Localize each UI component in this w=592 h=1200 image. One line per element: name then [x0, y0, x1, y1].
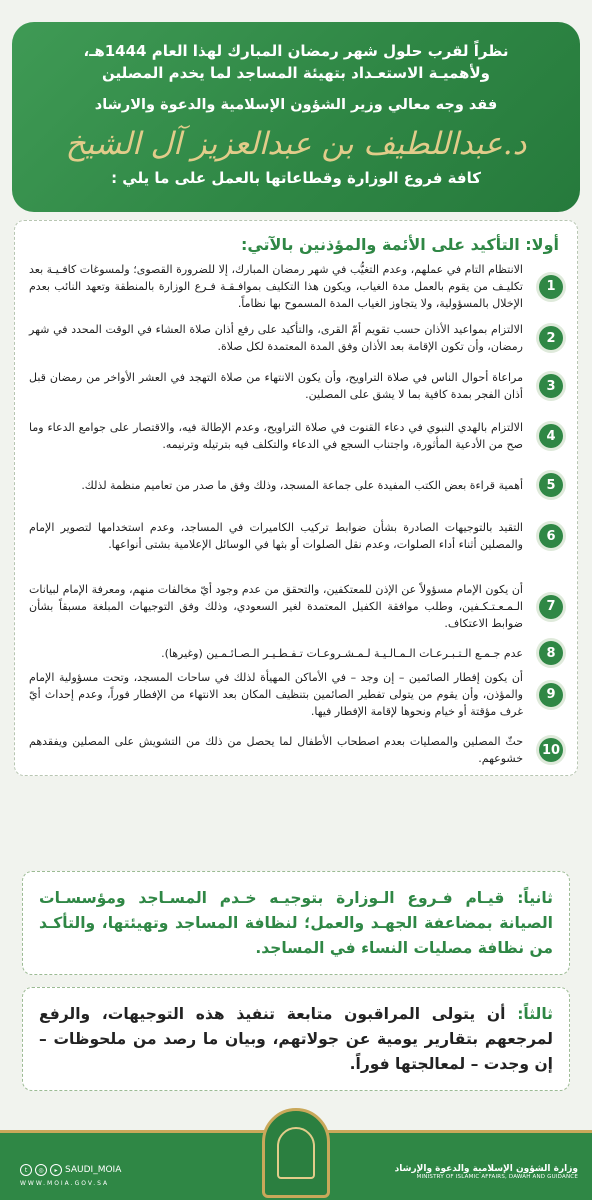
item-number-badge: 5 — [539, 473, 563, 497]
section-3-card — [22, 987, 570, 1091]
item-text: الانتظام التام في عملهم، وعدم التغيُّب في شهر رمضان المبارك، إلا للضرورة القصوى؛ ولمسوغات كافـيـة بعد تكليـف من يقوم بالعمل مدة الغياب، ويكون هذا التكليف بموافـقـة فـرع الوزارة بالمنطقة وتعهد النائب بعدم الإخلال بالمسؤولية، ولا يتجاوز الغياب المدة المسموح بها نظاماً. — [29, 263, 523, 310]
item-text: الالتزام بالهدي النبوي في دعاء القنوت في صلاة التراويح، وعدم الإطالة فيه، والاقتصار على جوامع الدعاء وما صح من الأدعية المأثورة، واجتناب السجع في الدعاء والتكلف فيه بترتيله وترنيمه. — [29, 421, 523, 451]
footer-ministry-name — [395, 1164, 578, 1180]
item-text: أن يكون الإمام مسؤولاً عن الإذن للمعتكفين، والتحقق من عدم وجود أيّ مخالفات منهم، ومعرفة الإمام لبيانات الـمـعـتـكـفين، وطلب موافقة الكفيل المعتمدة لغير السعودي، وذلك وفق التوجيهات المبلغة مسبقاً بشأن ضوابط الاعتكاف. — [29, 583, 523, 630]
item-number-badge: 10 — [539, 738, 563, 762]
header-line-2: ولأهميـة الاستعـداد بتهيئة المساجد لما يخدم المصلين — [102, 64, 490, 82]
item-text: حثّ المصلين والمصليات بعدم اصطحاب الأطفال لما يحصل من ذلك من التشويش على المصلين ويفقدهم خشوعهم. — [29, 735, 523, 765]
item-text: الالتزام بمواعيد الأذان حسب تقويم أمّ القرى، والتأكيد على رفع أذان صلاة العشاء في الوقت المحدد في شهر رمضان، وأن تكون الإقامة بعد الأذان وفق المدة المعتمدة لكل صلاة. — [29, 323, 523, 353]
header-line-1: نظراً لقرب حلول شهر رمضان المبارك لهذا العام 1444هـ، — [83, 42, 509, 60]
section-2-lead: ثانياً: — [517, 889, 553, 907]
section-3-lead: ثالثاً: — [517, 1005, 553, 1023]
header-line-3: فقد وجه معالي وزير الشؤون الإسلامية والدعوة والارشاد — [94, 97, 498, 113]
header-banner — [12, 22, 580, 212]
list-item — [29, 581, 563, 632]
twitter-icon[interactable]: t — [20, 1164, 32, 1176]
item-text: التقيد بالتوجيهات الصادرة بشأن ضوابط تركيب الكاميرات في المساجد، وعدم استخدامها لتصوير الإمام والمصلين أثناء أداء الصلوات، وعدم نقل الصلوات أو بثها في الوسائل الإعلامية بشتى أنواعها. — [29, 521, 523, 551]
section-3-body: أن يتولى المراقبون متابعة تنفيذ هذه التوجيهات، والرفع لمرجعهم بتقارير يومية عن جولاتهم، وبيان ما رصد من ملحوظات – إن وجدت – لمعالجتها فوراً. — [39, 1005, 553, 1073]
section-1-title: أولا: التأكيد على الأئمة والمؤذنين بالآتي: — [240, 235, 559, 254]
section-3-text — [23, 988, 569, 1077]
website-link[interactable]: WWW.MOIA.GOV.SA — [20, 1180, 110, 1187]
minister-signature: د.عبداللطيف بن عبدالعزيز آل الشيخ — [65, 126, 527, 162]
list-item — [29, 669, 563, 720]
item-number-badge: 7 — [539, 595, 563, 619]
list-item — [29, 261, 563, 312]
list-item — [29, 519, 563, 553]
item-number-badge: 4 — [539, 424, 563, 448]
instagram-icon[interactable]: ◎ — [35, 1164, 47, 1176]
social-handle[interactable]: SAUDI_MOIA — [65, 1165, 122, 1175]
section-2-body: قيـام فـروع الـوزارة بتوجيـه خـدم المسـاجد ومؤسسـات الصيانة بمضاعفة الجهـد والعمل؛ لنظافة المساجد وتهيئتها، والتأكـد من نظافة مصليات النساء في المساجد. — [39, 889, 553, 957]
header-line-4: كافة فروع الوزارة وقطاعاتها بالعمل على ما يلي : — [111, 169, 481, 187]
ministry-emblem-icon — [262, 1108, 330, 1198]
list-item — [29, 473, 563, 497]
item-number-badge: 9 — [539, 683, 563, 707]
list-item — [29, 369, 563, 403]
item-number-badge: 3 — [539, 374, 563, 398]
item-number-badge: 1 — [539, 275, 563, 299]
item-text: مراعاة أحوال الناس في صلاة التراويح، وأن يكون الانتهاء من صلاة التهجد في العشر الأواخر من رمضان قبل أذان الفجر بمدة كافية بما لا يشق على المصلين. — [29, 371, 523, 401]
section-2-text — [23, 872, 569, 961]
list-item — [29, 641, 563, 665]
item-text: أن يكون إفطار الصائمين – إن وجد – في الأماكن المهيأة لذلك في ساحات المسجد، وتحت مسؤولية الإمام والمؤذن، وأن يقوم من يتولى تفطير الصائمين بتنظيف المكان بعد الانتهاء من الإفطار فوراً، وعدم إحداث أيّ غرف مؤقتة أو خيام ونحوها لإقامة الإفطار فيها. — [29, 671, 523, 718]
item-number-badge: 2 — [539, 326, 563, 350]
section-1-card — [14, 220, 578, 776]
item-text: عدم جـمـع الـتـبـرعـات الـمـالـيـة لـمـشـروعـات تـفـطـيـر الـصـائـمـين (وغيرها). — [161, 646, 523, 660]
ministry-name-en: MINISTRY OF ISLAMIC AFFAIRS, DAWAH AND GUIDANCE — [416, 1174, 578, 1180]
section-2-card — [22, 871, 570, 975]
youtube-icon[interactable]: ▸ — [50, 1164, 62, 1176]
item-text: أهمية قراءة بعض الكتب المفيدة على جماعة المسجد، وذلك وفق ما صدر من تعاميم منظمة لذلك. — [81, 478, 523, 492]
item-number-badge: 8 — [539, 641, 563, 665]
item-number-badge: 6 — [539, 524, 563, 548]
list-item — [29, 419, 563, 453]
list-item — [29, 321, 563, 355]
footer-social — [20, 1164, 121, 1187]
list-item — [29, 733, 563, 767]
ministry-name-ar: وزارة الشؤون الإسلامية والدعوة والإرشاد — [394, 1164, 578, 1174]
